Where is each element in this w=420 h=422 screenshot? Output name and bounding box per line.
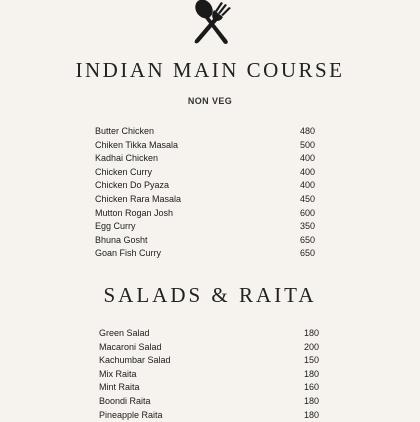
menu-item-price: 350 [299, 221, 315, 232]
menu-item-name: Mix Raita [99, 368, 137, 379]
menu-item [99, 368, 319, 382]
menu-item-price: 400 [299, 180, 315, 191]
menu-item-price: 650 [299, 248, 315, 259]
menu-item [95, 152, 315, 166]
menu-item [99, 354, 319, 368]
menu-item-price: 200 [303, 341, 319, 352]
menu-item-price: 600 [299, 207, 315, 218]
menu-item [99, 341, 319, 355]
menu-item-price: 180 [303, 368, 319, 379]
menu-item-price: 500 [299, 139, 315, 150]
menu-item [95, 166, 315, 180]
menu-item-price: 180 [303, 409, 319, 420]
menu-item-price: 180 [303, 395, 319, 406]
menu-item [95, 139, 315, 153]
menu-item [95, 193, 315, 207]
menu-item-name: Mutton Rogan Josh [95, 207, 174, 218]
menu-item-name: Kachumbar Salad [99, 355, 171, 366]
menu-item [99, 381, 319, 395]
section-title-main-course: INDIAN MAIN COURSE [75, 58, 345, 82]
crossed-fork-spoon-icon [185, 0, 241, 46]
menu-item-price: 180 [303, 328, 319, 338]
menu-item-price: 650 [299, 234, 315, 245]
menu-item-price: 400 [299, 166, 315, 177]
menu-item [95, 207, 315, 221]
menu-item-name: Boondi Raita [99, 395, 151, 406]
menu-item [95, 234, 315, 248]
menu-item-name: Chicken Rara Masala [95, 193, 182, 204]
menu-item-name: Green Salad [99, 328, 150, 338]
menu-item [95, 179, 315, 193]
menu-item-price: 450 [299, 193, 315, 204]
section-title-salads-raita: SALADS & RAITA [103, 283, 317, 307]
menu-item-name: Macaroni Salad [99, 341, 162, 352]
menu-item-name: Butter Chicken [95, 126, 155, 136]
menu-item-name: Kadhai Chicken [95, 153, 159, 164]
menu-item-price: 150 [303, 355, 319, 366]
menu-item-price: 480 [299, 126, 315, 136]
menu-item-name: Chiken Tikka Masala [95, 139, 179, 150]
section-subtitle-non-veg: NON VEG [187, 96, 233, 106]
menu-item-name: Chicken Curry [95, 166, 153, 177]
menu-item [95, 247, 315, 261]
menu-item-name: Bhuna Gosht [95, 234, 148, 245]
menu-item-name: Pineapple Raita [99, 409, 163, 420]
menu-item [95, 220, 315, 234]
menu-item-name: Egg Curry [95, 221, 136, 232]
menu-item [99, 327, 319, 341]
menu-item-price: 400 [299, 153, 315, 164]
menu-item-name: Mint Raita [99, 382, 140, 393]
menu-list-salads-raita [99, 327, 319, 422]
menu-item-name: Goan Fish Curry [95, 248, 162, 259]
menu-item [95, 125, 315, 139]
menu-item-name: Chicken Do Pyaza [95, 180, 170, 191]
menu-item [99, 395, 319, 409]
menu-list-main-course [95, 125, 315, 261]
menu-item-price: 160 [303, 382, 319, 393]
